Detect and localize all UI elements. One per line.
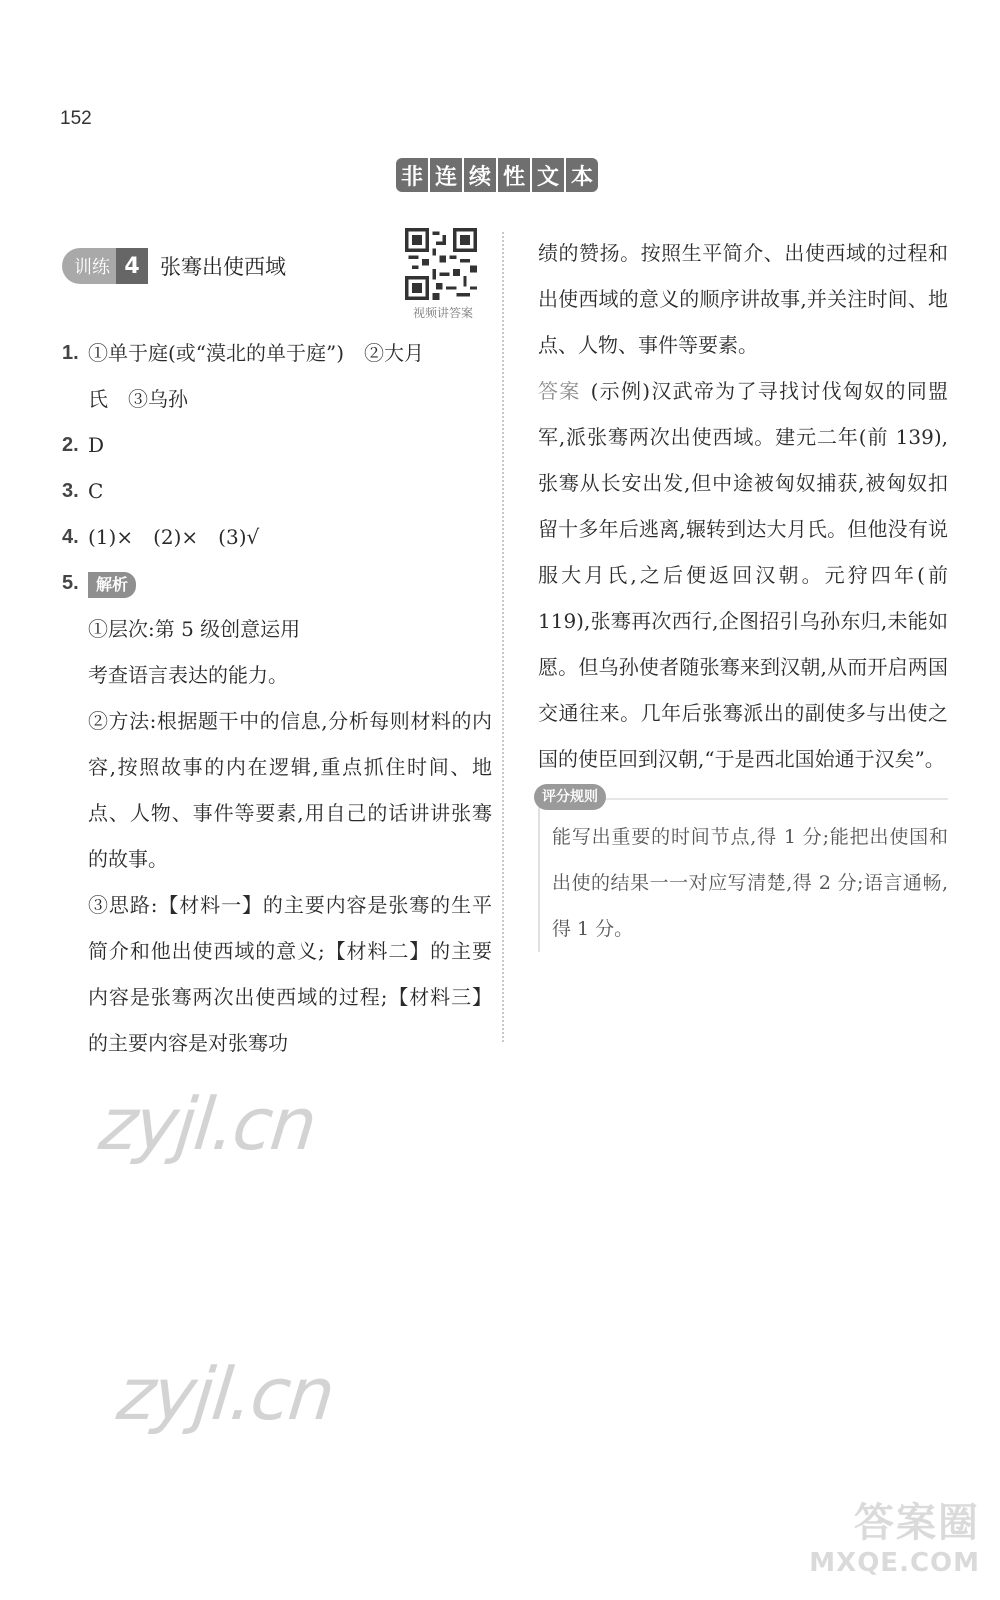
question-number: 4. — [62, 526, 79, 548]
left-column — [62, 330, 492, 1066]
qr-code-icon[interactable] — [405, 228, 477, 300]
right-column — [538, 230, 948, 952]
section-title-char: 非 — [396, 158, 428, 192]
section-title-char: 本 — [566, 158, 598, 192]
answer-paragraph — [538, 368, 948, 782]
training-header — [62, 248, 286, 284]
corner-watermark-logo — [809, 1491, 980, 1578]
question-4 — [62, 514, 492, 560]
question-2 — [62, 422, 492, 468]
answer-text: (1)× (2)× (3)√ — [88, 525, 260, 549]
qr-caption: 视频讲答案 — [412, 306, 473, 320]
scoring-rules-text: 能写出重要的时间节点,得 1 分;能把出使国和出使的结果一一对应写清楚,得 2 分;语言通畅,得 1 分。 — [552, 826, 948, 940]
answer-text: C — [88, 479, 104, 503]
question-number: 1. — [62, 342, 79, 364]
section-title-char: 性 — [498, 158, 530, 192]
answer-text: (示例)汉武帝为了寻找讨伐匈奴的同盟军,派张骞两次出使西域。建元二年(前 139),张骞从长安出发,但中途被匈奴捕获,被匈奴扣留十多年后逃离,辗转到达大月氏。但他没有说服大月氏,之后便返回汉朝。元狩四年(前 119),张骞再次西行,企图招引乌孙东归,未能如愿。但乌孙使者随张骞来到汉朝,从而开启两国交通往来。几年后张骞派出的副使多与出使之国的使臣回到汉朝,“于是西北国始通于汉矣”。 — [538, 379, 949, 771]
analysis-level: ①层次:第 5 级创意运用 — [88, 617, 301, 641]
question-1 — [62, 330, 492, 376]
question-number: 5. — [62, 572, 79, 594]
section-title-char: 文 — [532, 158, 564, 192]
scoring-rules — [538, 789, 948, 952]
corner-logo-cn: 答案圈 — [854, 1500, 980, 1546]
question-number: 2. — [62, 434, 79, 456]
analysis-continuation: 绩的赞扬。按照生平简介、出使西域的过程和出使西域的意义的顺序讲故事,并关注时间、地点、人物、事件等要素。 — [538, 241, 948, 357]
analysis-badge: 解析 — [88, 572, 136, 598]
question-number: 3. — [62, 480, 79, 502]
answer-text: ①单于庭(或“漠北的单于庭”) ②大月 — [88, 341, 425, 365]
page-number: 152 — [60, 108, 92, 129]
answer-text-continued: 氏 ③乌孙 — [88, 387, 188, 411]
question-5 — [62, 560, 492, 606]
corner-logo-en: MXQE.COM — [809, 1548, 980, 1578]
analysis-level-note: 考查语言表达的能力。 — [88, 663, 288, 687]
training-badge — [62, 248, 148, 284]
training-label: 训练 — [74, 257, 110, 278]
watermark: zyjl.cn — [95, 1082, 319, 1166]
scoring-rules-badge: 评分规则 — [534, 784, 606, 810]
section-title-char: 续 — [464, 158, 496, 192]
answer-text: D — [88, 433, 105, 457]
section-title-char: 连 — [430, 158, 462, 192]
training-number: 4 — [116, 248, 148, 284]
watermark: zyjl.cn — [113, 1352, 337, 1436]
column-divider — [502, 232, 504, 1042]
analysis-method: ②方法:根据题干中的信息,分析每则材料的内容,按照故事的内在逻辑,重点抓住时间、地点、人物、事件等要素,用自己的话讲讲张骞的故事。 — [88, 709, 492, 871]
analysis-approach: ③思路:【材料一】的主要内容是张骞的生平简介和他出使西域的意义;【材料二】的主要内容是张骞两次出使西域的过程;【材料三】的主要内容是对张骞功 — [88, 893, 492, 1055]
section-title — [396, 158, 598, 192]
answer-label: 答案 — [538, 379, 581, 403]
training-title: 张骞出使西域 — [160, 255, 286, 279]
question-3 — [62, 468, 492, 514]
